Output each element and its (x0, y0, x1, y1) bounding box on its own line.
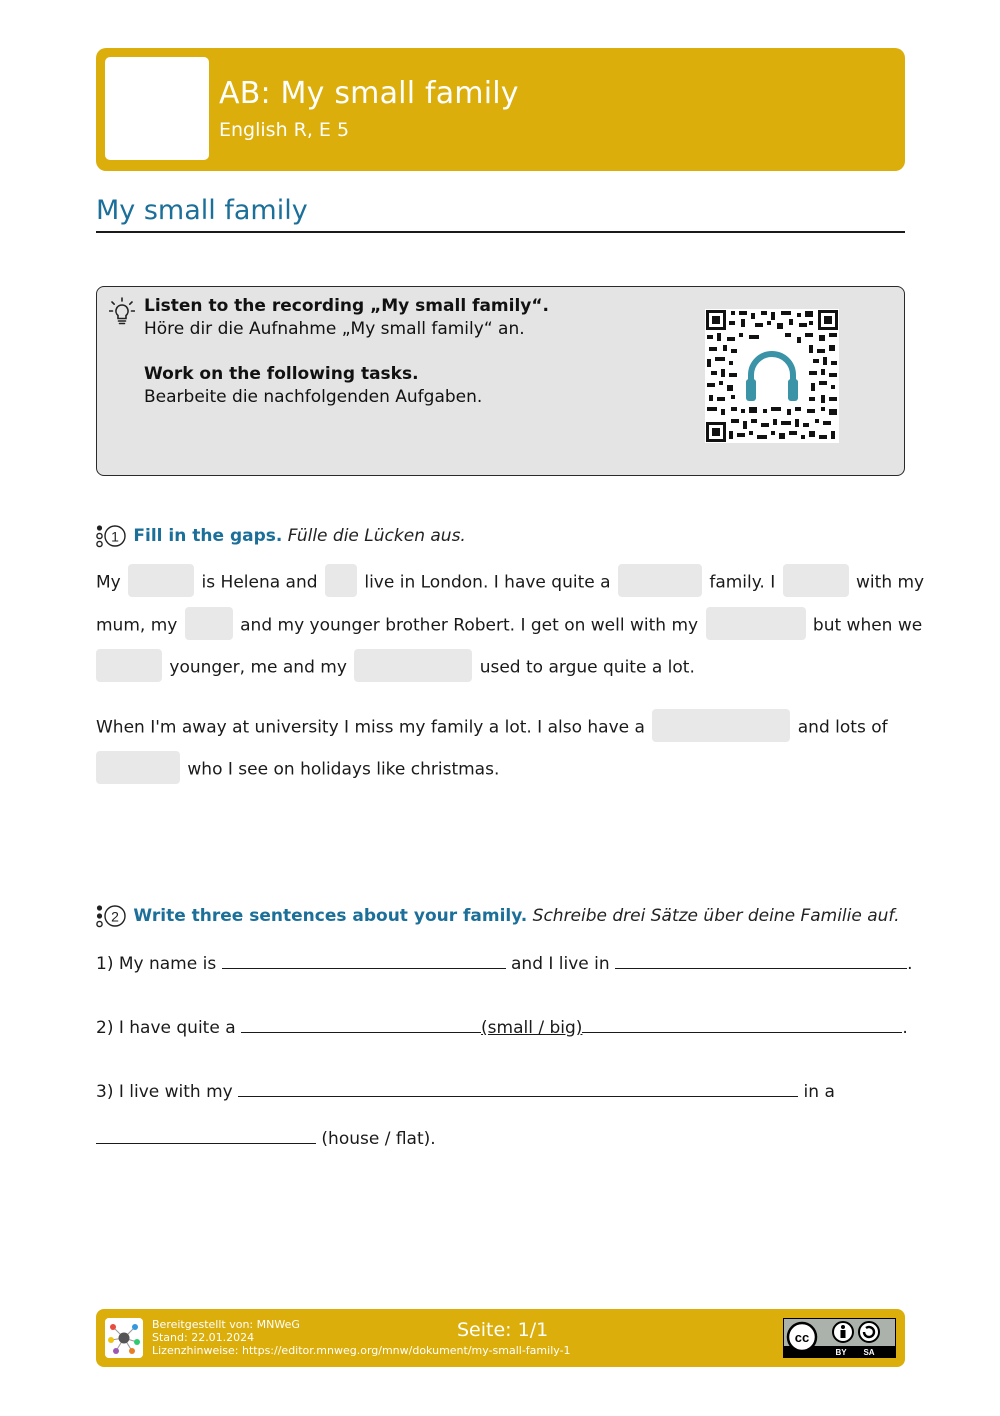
gap-field[interactable] (618, 564, 702, 597)
gap-field[interactable] (706, 607, 806, 640)
mnweg-logo-icon (105, 1318, 143, 1358)
sentence-text: (house / flat). (321, 1129, 436, 1149)
task-number-icon (96, 904, 128, 928)
footer-date: Stand: 22.01.2024 (152, 1331, 255, 1344)
gap-text: mum, my (96, 615, 178, 636)
sentence-text: (small / big) (481, 1018, 583, 1038)
write-blank[interactable] (238, 1079, 798, 1097)
gap-text: My (96, 572, 121, 593)
gap-text: live in London. I have quite a (364, 572, 611, 593)
cc-by-label: BY (835, 1348, 847, 1357)
sentence-text: 1) My name is (96, 954, 217, 974)
sentence-text: and I live in (511, 954, 610, 974)
footer-provided: Bereitgestellt von: MNWeG (152, 1318, 300, 1331)
gap-text: younger, me and my (169, 657, 347, 678)
gap-text: who I see on holidays like christmas. (187, 759, 500, 780)
instruction-work: Work on the following tasks. (144, 364, 419, 384)
cc-by-sa-badge[interactable] (783, 1318, 896, 1358)
gap-text-line (96, 753, 499, 786)
instruction-listen-de: Höre dir die Aufnahme „My small family“ an. (144, 319, 525, 339)
gap-text: is Helena and (201, 572, 318, 593)
sentence-1 (96, 951, 912, 974)
sentence-text: in a (803, 1082, 835, 1102)
task-1-subtitle: Fülle die Lücken aus. (287, 526, 466, 546)
gap-text: and my younger brother Robert. I get on well with my (240, 615, 699, 636)
write-blank[interactable] (222, 951, 506, 969)
gap-field[interactable] (128, 564, 194, 597)
task-number: 1 (111, 528, 119, 545)
person-icon (841, 1330, 846, 1338)
worksheet-title: AB: My small family (219, 76, 519, 111)
task-number: 2 (111, 908, 119, 925)
gap-text: used to argue quite a lot. (479, 657, 695, 678)
task-1-heading (96, 524, 466, 548)
logo-placeholder (105, 57, 209, 160)
gap-text: with my (856, 572, 925, 593)
gap-text-line (96, 711, 888, 744)
sentence-text: . (902, 1018, 908, 1038)
section-divider (96, 231, 905, 233)
gap-text: but when we (812, 615, 923, 636)
sentence-3-continued (96, 1126, 436, 1149)
task-number-icon (96, 524, 128, 548)
sentence-2 (96, 1015, 908, 1038)
worksheet-subtitle: English R, E 5 (219, 119, 350, 141)
write-blank[interactable] (582, 1015, 902, 1033)
audio-qr-code[interactable] (705, 309, 839, 443)
cc-sa-label: SA (863, 1348, 875, 1357)
gap-field[interactable] (652, 709, 790, 742)
sentence-3 (96, 1079, 835, 1102)
gap-text: When I'm away at university I miss my family a lot. I also have a (96, 717, 645, 738)
gap-text: family. I (709, 572, 776, 593)
gap-text-line (96, 651, 695, 684)
instruction-listen: Listen to the recording „My small family“. (144, 296, 550, 316)
gap-field[interactable] (783, 564, 849, 597)
instruction-work-de: Bearbeite die nachfolgenden Aufgaben. (144, 387, 483, 407)
task-2-subtitle: Schreibe drei Sätze über deine Familie auf. (532, 906, 900, 926)
write-blank[interactable] (615, 951, 907, 969)
gap-text: and lots of (797, 717, 888, 738)
task-2-heading (96, 904, 900, 928)
page-number: Seite: 1/1 (457, 1319, 549, 1341)
gap-field[interactable] (354, 649, 472, 682)
write-blank[interactable] (241, 1015, 481, 1033)
task-1-title: Fill in the gaps. (133, 526, 283, 546)
gap-text-line (96, 609, 922, 642)
gap-field[interactable] (185, 607, 233, 640)
gap-field[interactable] (96, 751, 180, 784)
sentence-text: 2) I have quite a (96, 1018, 236, 1038)
gap-field[interactable] (325, 564, 357, 597)
sentence-text: 3) I live with my (96, 1082, 233, 1102)
gap-text-line (96, 566, 924, 599)
write-blank[interactable] (96, 1126, 316, 1144)
cc-icon: cc (794, 1330, 810, 1345)
section-title: My small family (96, 195, 308, 226)
sentence-text: . (907, 954, 913, 974)
lightbulb-icon (109, 297, 135, 327)
footer-license-link[interactable]: Lizenzhinweise: https://editor.mnweg.org/mnw/dokument/my-small-family-1 (152, 1344, 571, 1357)
task-2-title: Write three sentences about your family. (133, 906, 528, 926)
gap-field[interactable] (96, 649, 162, 682)
